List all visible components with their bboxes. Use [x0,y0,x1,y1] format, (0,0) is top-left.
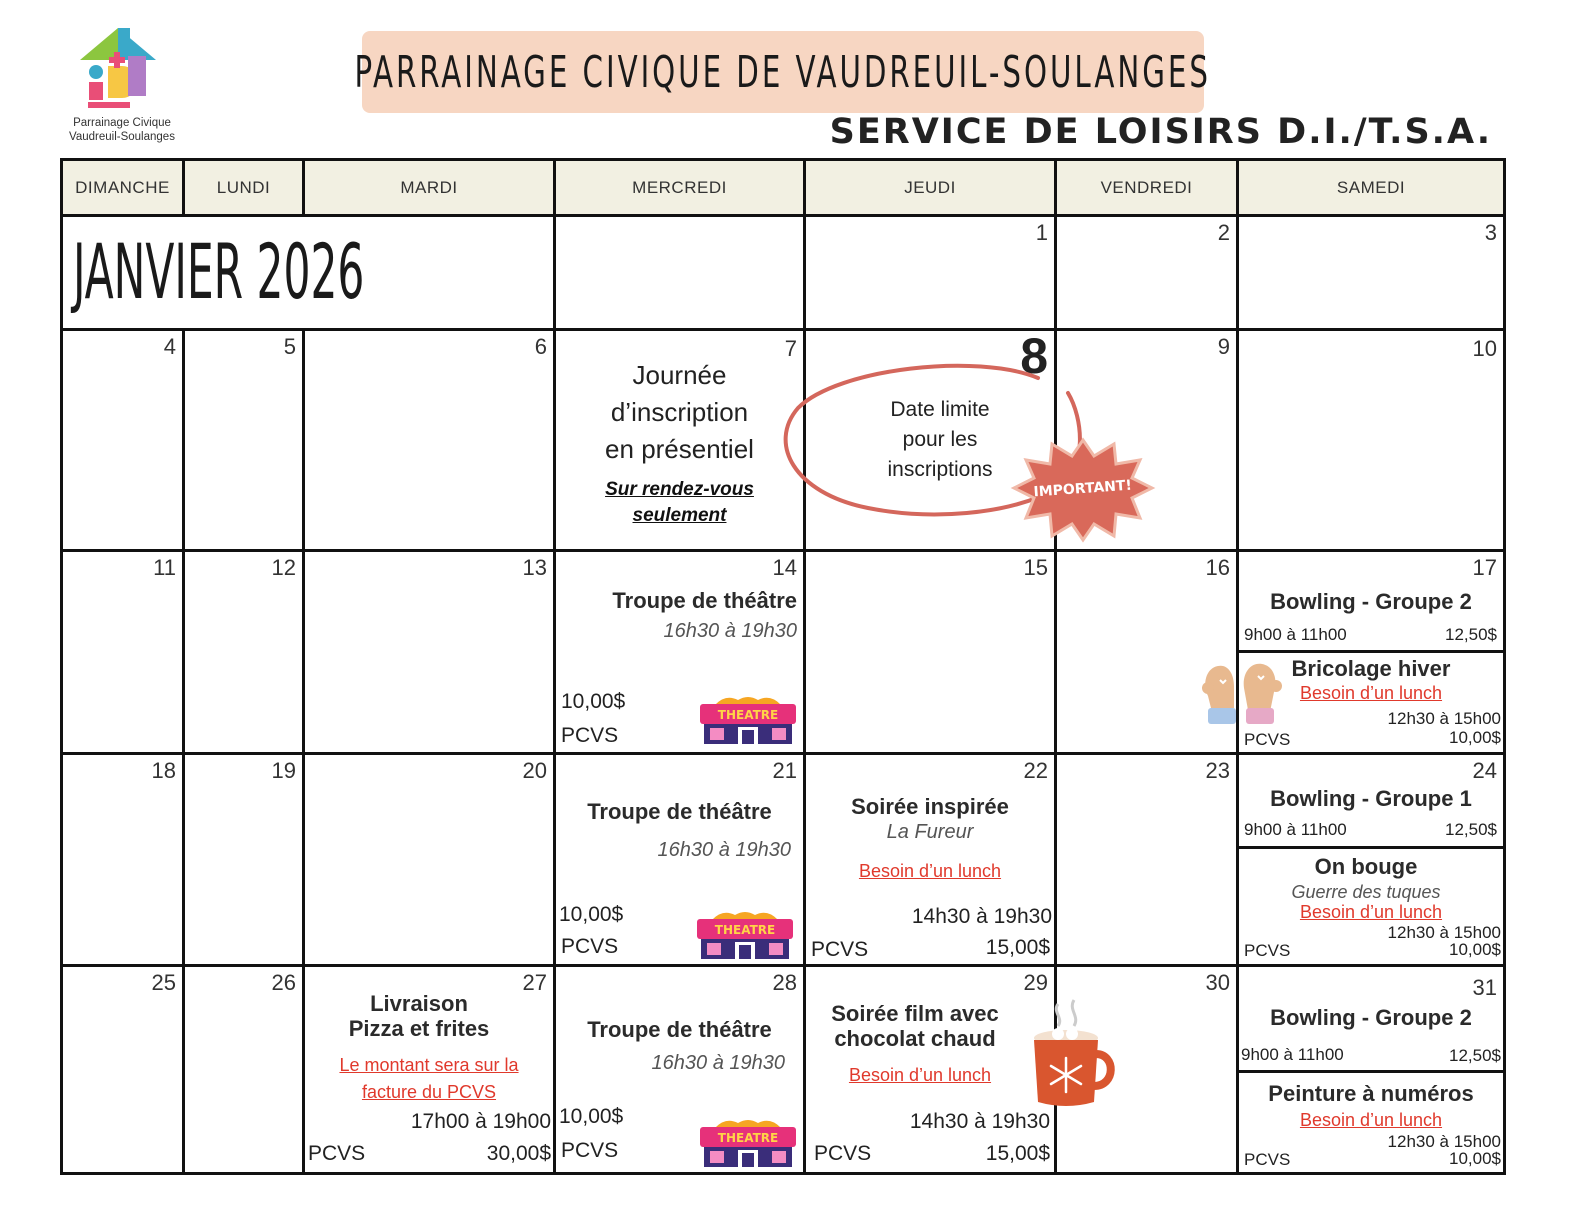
event-title-line: Livraison [370,991,468,1016]
day-number: 24 [1472,758,1497,783]
event-title: Bowling - Groupe 2 [1270,589,1472,614]
deadline-line: inscriptions [887,458,993,481]
event-title: Soirée inspirée [851,794,1009,819]
event-organizer: PCVS [814,1142,872,1165]
day-cell-10[interactable] [1236,328,1506,552]
event-title-line: d’inscription [610,397,749,427]
event-title: Troupe de théâtre [612,588,797,613]
event-title: Bowling - Groupe 2 [1270,1005,1472,1030]
day-cell-2[interactable] [1054,214,1239,331]
event-organizer: PCVS [561,1139,619,1162]
day-cell-6[interactable] [302,328,556,552]
appointment-note [556,477,803,529]
day-cell-4[interactable] [60,328,185,552]
event-time: 9h00 à 11h00 [1244,820,1347,839]
event-price: 10,00$ [559,903,624,926]
note-line: facture du PCVS [361,1082,497,1102]
event-divider [1239,1070,1503,1073]
logo-line-1: Parrainage Civique [73,117,171,129]
logo-line-2: Vaudreuil-Soulanges [69,131,175,143]
event-organizer: PCVS [1244,730,1291,749]
day-number: 19 [271,758,296,783]
day-number: 11 [153,555,176,580]
calendar [60,158,1506,1175]
event-time: 9h00 à 11h00 [1241,1045,1344,1064]
event-time: 14h30 à 19h30 [911,905,1052,928]
event-title: Bricolage hiver [1291,656,1451,681]
theatre-icon-label: THEATRE [714,923,776,937]
day-cell-1[interactable] [803,214,1057,331]
event-price: 10,00$ [1449,1149,1501,1168]
day-cell-14[interactable] [553,549,806,755]
day-number: 13 [522,555,547,580]
day-number: 6 [534,334,547,359]
event-title-line: Soirée film avec [831,1001,999,1026]
day-cell-26[interactable] [182,964,305,1175]
day-number: 2 [1217,220,1230,245]
lunch-note: Besoin d’un lunch [858,861,1002,881]
day-number: 23 [1205,758,1230,783]
theatre-icon [693,909,797,963]
day-cell-12[interactable] [182,549,305,755]
day-cell-11[interactable] [60,549,185,755]
registration-event-title [556,357,803,468]
day-number: 25 [151,970,176,995]
weekday-monday: LUNDI [182,158,305,217]
event-time: 16h30 à 19h30 [663,620,797,642]
note-line: Le montant sera sur la [339,1055,519,1075]
event-organizer: PCVS [561,724,619,747]
day-number: 27 [522,970,547,995]
event-time: 16h30 à 19h30 [651,1052,785,1074]
important-badge-label: IMPORTANT! [1033,477,1133,501]
event-organizer: PCVS [561,935,619,958]
event-time: 12h30 à 15h00 [1387,1132,1501,1151]
day-number-highlight: 8 [1020,328,1048,384]
weekday-thursday: JEUDI [803,158,1057,217]
deadline-line: pour les [902,428,978,451]
event-time: 14h30 à 19h30 [909,1110,1050,1133]
theatre-icon [696,1117,800,1171]
event-organizer: PCVS [308,1142,366,1165]
event-title: On bouge [1314,854,1418,879]
day-number: 5 [283,334,296,359]
day-cell-3[interactable] [1236,214,1506,331]
theatre-icon-label: THEATRE [717,708,779,722]
service-subtitle: SERVICE DE LOISIRS D.I./T.S.A. [829,112,1492,152]
hot-chocolate-mug-icon [1028,998,1118,1110]
mittens-icon [1198,656,1282,736]
event-organizer: PCVS [1244,941,1291,960]
event-title-line: Pizza et frites [348,1016,490,1041]
lunch-note: Besoin d’un lunch [848,1065,992,1085]
event-subtitle: La Fureur [886,821,974,843]
event-title-line: Journée [632,360,727,390]
event-title: Peinture à numéros [1268,1081,1474,1106]
day-cell-19[interactable] [182,752,305,967]
day-number: 31 [1472,975,1497,1000]
logo-caption [52,116,192,144]
day-number: 10 [1472,336,1497,361]
event-time: 9h00 à 11h00 [1244,625,1347,644]
day-number: 15 [1023,555,1048,580]
day-cell-31[interactable] [1236,964,1506,1175]
weekday-sunday: DIMANCHE [60,158,185,217]
day-cell-29[interactable] [803,964,1057,1175]
event-title: Bowling - Groupe 1 [1270,786,1472,811]
event-title: Troupe de théâtre [587,799,772,824]
event-price: 10,00$ [561,690,626,713]
day-number: 9 [1217,334,1230,359]
event-title-line: chocolat chaud [834,1026,996,1051]
month-title-cell [60,214,556,331]
lunch-note: Besoin d’un lunch [1299,1110,1443,1130]
event-price: 12,50$ [1445,820,1497,839]
weekday-friday: VENDREDI [1054,158,1239,217]
weekday-wednesday: MERCREDI [553,158,806,217]
event-organizer: PCVS [1244,1150,1291,1169]
day-cell-20[interactable] [302,752,556,967]
logo-house-icon [60,22,180,118]
lunch-note: Besoin d’un lunch [1299,902,1443,922]
day-cell-7[interactable] [553,328,806,552]
event-price: 30,00$ [486,1142,551,1165]
day-number: 28 [772,970,797,995]
note-line: seulement [632,505,727,526]
day-cell-5[interactable] [182,328,305,552]
day-cell-22[interactable] [803,752,1057,967]
day-number: 22 [1023,758,1048,783]
month-title: JANVIER 2026 [73,227,365,316]
movie-event-title [806,1001,1024,1051]
day-number: 4 [163,334,176,359]
day-number: 20 [522,758,547,783]
day-number: 1 [1035,220,1048,245]
day-number: 12 [271,555,296,580]
day-number: 16 [1205,555,1230,580]
day-cell-21[interactable] [553,752,806,967]
event-price: 15,00$ [985,1142,1050,1165]
day-number: 26 [271,970,296,995]
weekday-saturday: SAMEDI [1236,158,1506,217]
event-divider [1239,650,1503,653]
deadline-line: Date limite [890,398,990,421]
theatre-icon [696,694,800,748]
event-time: 17h00 à 19h00 [410,1110,551,1133]
event-organizer: PCVS [811,938,869,961]
day-number: 7 [784,336,797,361]
event-price: 10,00$ [1449,940,1501,959]
day-number: 17 [1472,555,1497,580]
day-cell-23[interactable] [1054,752,1239,967]
event-price: 15,00$ [985,936,1050,959]
event-title: Troupe de théâtre [587,1017,772,1042]
day-cell-15[interactable] [803,549,1057,755]
day-cell-empty [553,214,806,331]
day-cell-18[interactable] [60,752,185,967]
event-time: 16h30 à 19h30 [657,839,791,861]
day-cell-13[interactable] [302,549,556,755]
event-divider [1239,846,1503,849]
event-price: 12,50$ [1445,625,1497,644]
day-number: 30 [1205,970,1230,995]
day-number: 14 [772,555,797,580]
day-cell-24[interactable] [1236,752,1506,967]
event-title-line: en présentiel [605,434,754,464]
lunch-note: Besoin d’un lunch [1299,683,1443,703]
important-badge-icon [1010,436,1156,544]
event-price: 10,00$ [559,1105,624,1128]
event-price: 10,00$ [1449,728,1501,747]
note-line: Sur rendez-vous [605,479,754,500]
title-banner [354,31,1212,113]
day-cell-28[interactable] [553,964,806,1175]
day-number: 29 [1023,970,1048,995]
day-number: 18 [151,758,176,783]
banner-title: PARRAINAGE CIVIQUE DE VAUDREUIL-SOULANGES [354,46,1212,98]
event-price: 12,50$ [1449,1046,1501,1065]
theatre-icon-label: THEATRE [717,1131,779,1145]
event-subtitle: Guerre des tuques [1291,882,1441,902]
day-number: 21 [772,758,797,783]
day-cell-27[interactable] [302,964,556,1175]
event-time: 12h30 à 15h00 [1387,709,1501,728]
event-time: 12h30 à 15h00 [1387,923,1501,942]
day-number: 3 [1484,220,1497,245]
weekday-tuesday: MARDI [302,158,556,217]
invoice-note [305,1052,553,1106]
day-cell-25[interactable] [60,964,185,1175]
pizza-event-title [325,991,513,1041]
